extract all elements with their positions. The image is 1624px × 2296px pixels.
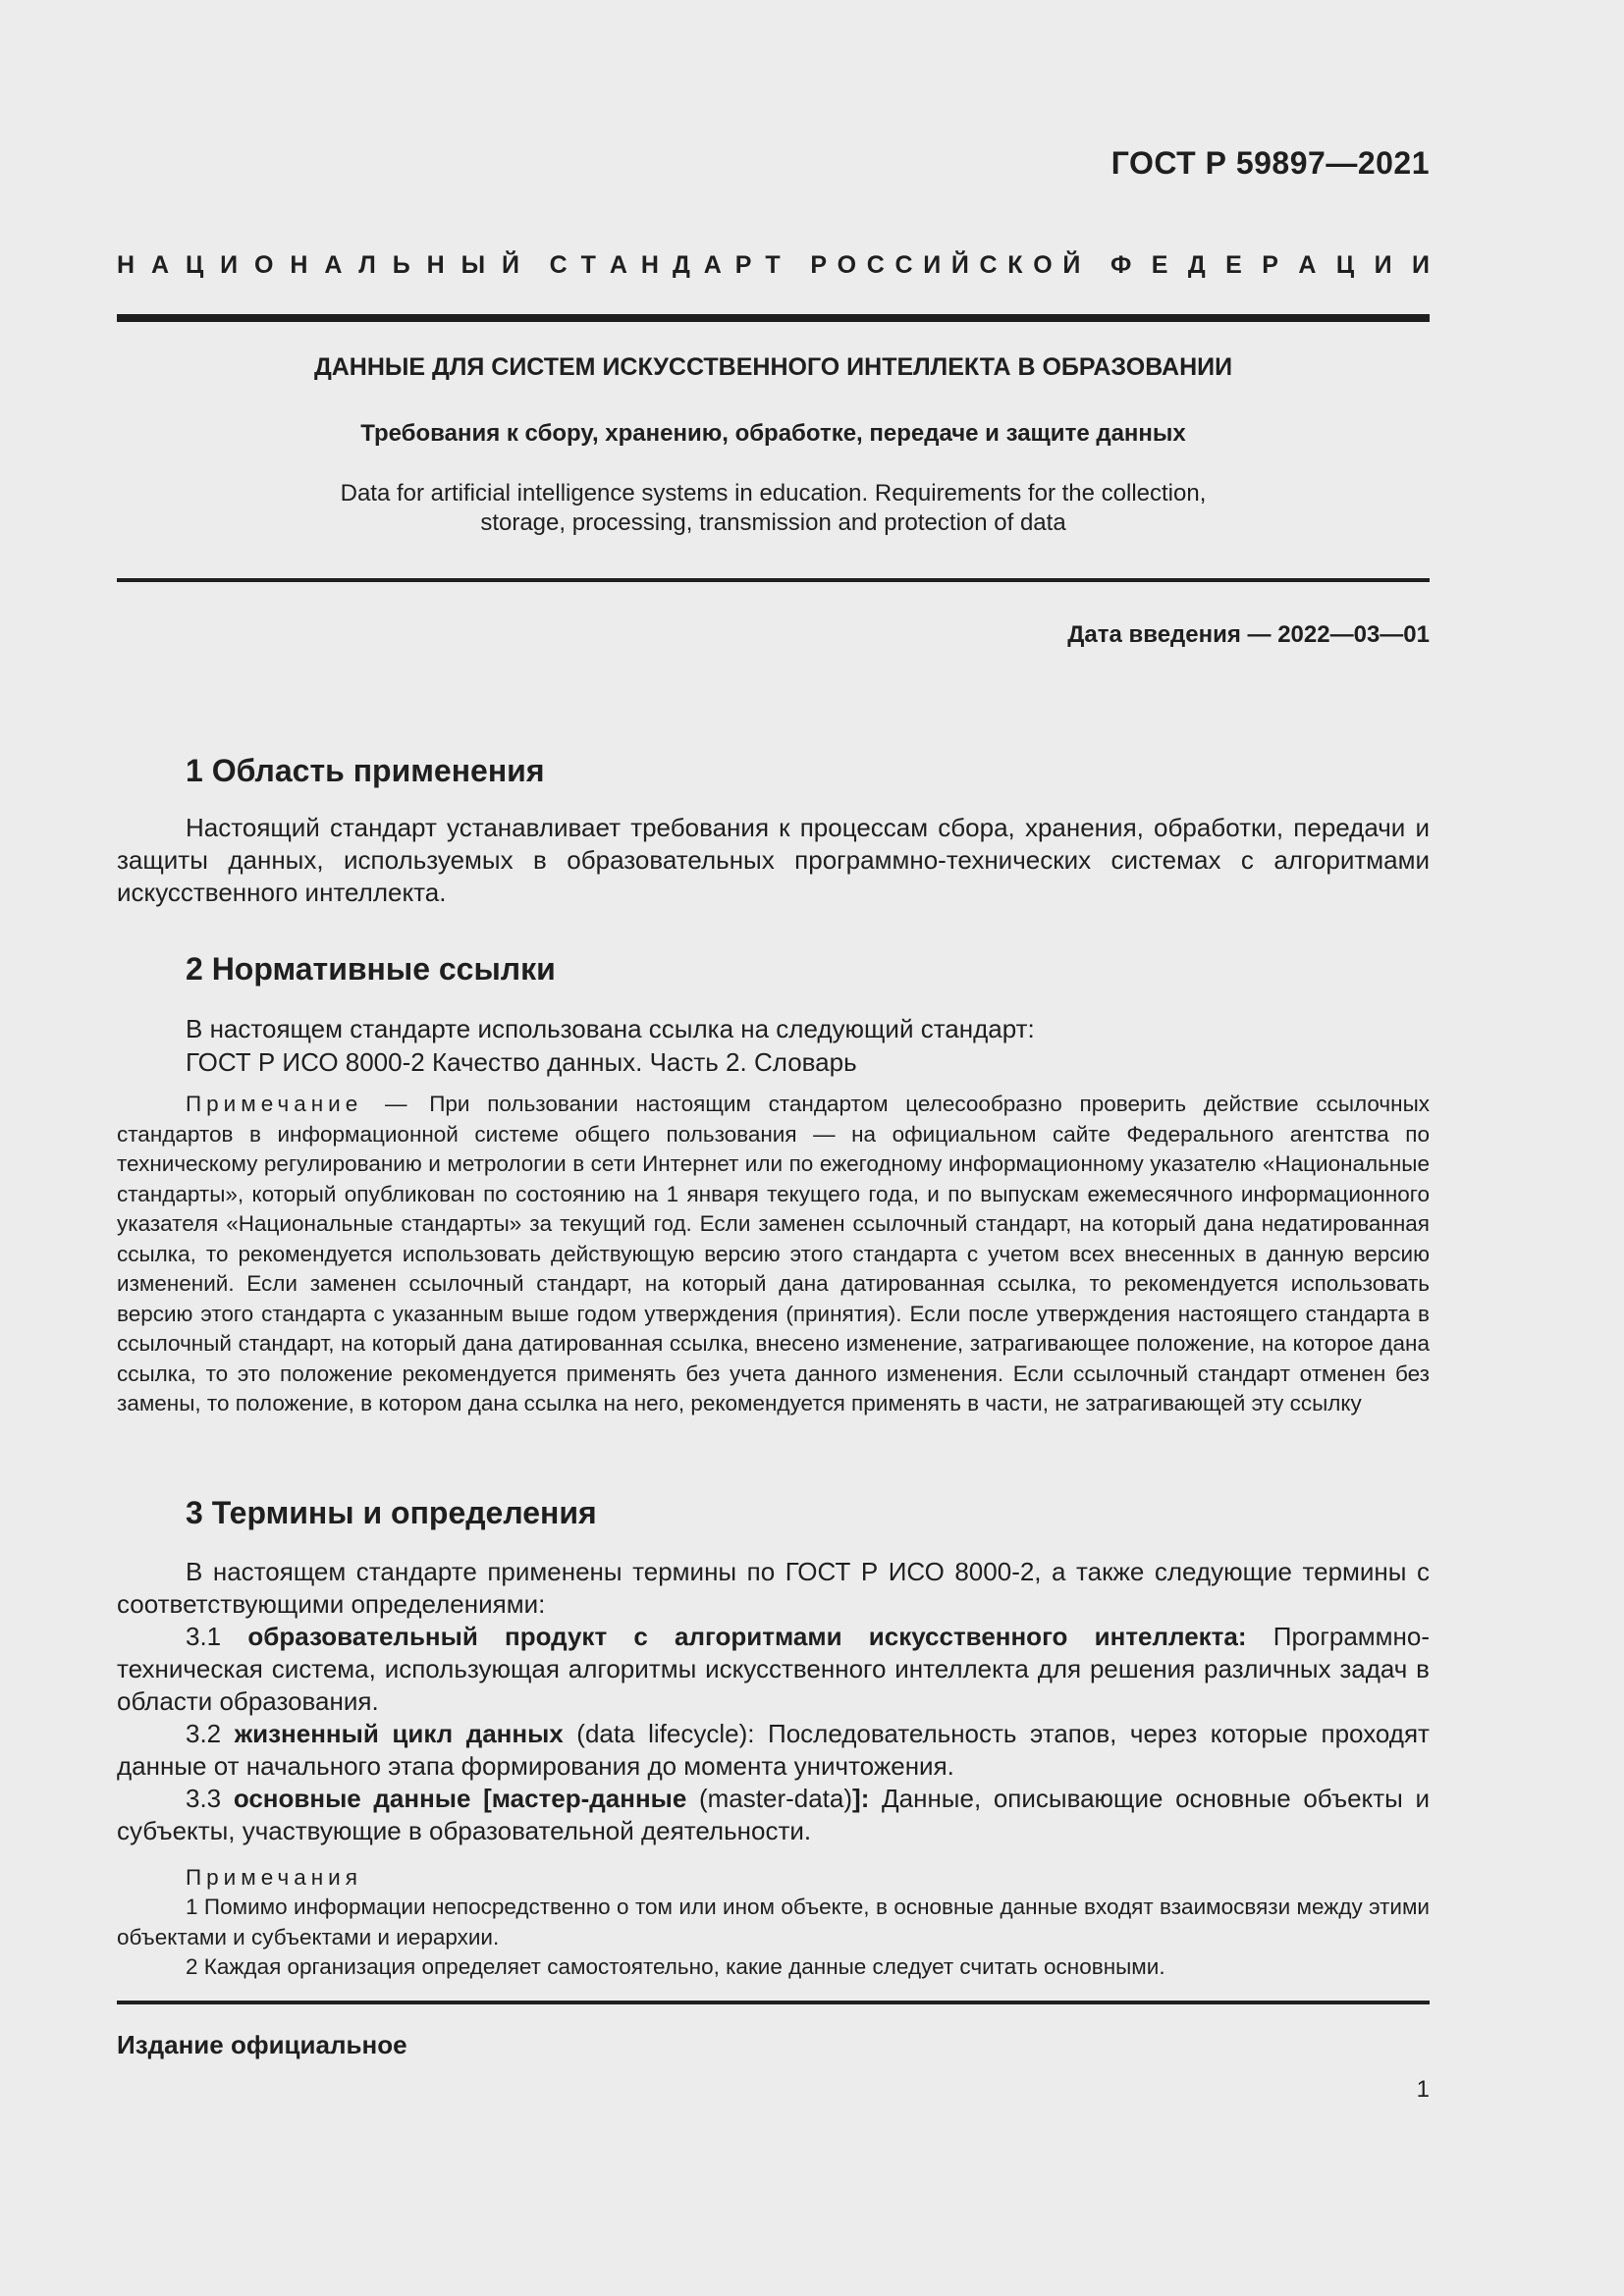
term-3-1-definition: Программно-техническая система, использующая алгоритмы искусственного интеллекта для решения различных задач в области образования. bbox=[117, 1622, 1431, 1716]
footer-rule bbox=[117, 2001, 1430, 2004]
english-title-line-1: Data for artificial intelligence systems in education. Requirements for the collection, bbox=[340, 480, 1207, 507]
term-3-2-english: (data lifecycle): bbox=[576, 1719, 755, 1748]
term-3-1: 3.1 образовательный продукт с алгоритмами искусственного интеллекта: Программно-техническая система, использующая алгоритмы искусственного интеллекта для решения различных задач в области образования. bbox=[117, 1622, 1431, 1716]
national-standard-header bbox=[117, 251, 1430, 280]
term-3-2-name: жизненный цикл данных bbox=[234, 1719, 564, 1748]
section-1-heading: 1 Область применения bbox=[186, 753, 545, 788]
note-1: 1 Помимо информации непосредственно о том или ином объекте, в основные данные входят взаимосвязи между этими объектами и субъектами и иерархии. bbox=[117, 1895, 1430, 1949]
section-3-heading: 3 Термины и определения bbox=[186, 1495, 597, 1530]
term-3-1-name: образовательный продукт с алгоритмами искусственного интеллекта: bbox=[247, 1622, 1247, 1651]
header-word-4: Ф Е Д Е Р А Ц И И bbox=[1110, 251, 1430, 279]
document-number: ГОСТ Р 59897—2021 bbox=[1110, 145, 1430, 181]
document-subtitle: Требования к сбору, хранению, обработке, передаче и защите данных bbox=[360, 420, 1186, 447]
note-2: 2 Каждая организация определяет самостоятельно, какие данные следует считать основными. bbox=[186, 1954, 1165, 1979]
note-text: При пользовании настоящим стандартом целесообразно проверить действие ссылочных стандартов в информационной системе общего пользования — на официальном сайте Федерального агентства по техническому регулированию и метрологии в сети Интернет или по ежегодному информационному указателю «Национальные стандарты», который опубликован по состоянию на 1 января текущего года, и по выпускам ежемесячного информационного указателя «Национальные стандарты» за текущий год. Если заменен ссылочный стандарт, на который дана недатированная ссылка, то рекомендуется использовать действующую версию этого стандарта с учетом всех внесенных в данную версию изменений. Если заменен ссылочный стандарт, на который дана датированная ссылка, то рекомендуется использовать версию этого стандарта с указанным выше годом утверждения (принятия). Если после утверждения настоящего стандарта в ссылочный стандарт, на который дана датированная ссылка, внесено изменение, затрагивающее положение, на которое дана ссылка, то это положение рекомендуется применять без учета данного изменения. Если ссылочный стандарт отменен без замены, то положение, в котором дана ссылка на него, рекомендуется применять в части, не затрагивающей эту ссылку bbox=[117, 1092, 1430, 1415]
note-label: Примечание — bbox=[186, 1092, 412, 1116]
title-rule bbox=[117, 578, 1430, 582]
term-3-3: 3.3 основные данные [мастер-данные (master-data)]: Данные, описывающие основные объекты и субъекты, участвующие в образовательной деятельности. bbox=[117, 1784, 1430, 1845]
page-number: 1 bbox=[1416, 2076, 1430, 2103]
term-3-3-name: основные данные [мастер-данные bbox=[233, 1784, 687, 1813]
official-edition-label: Издание официальное bbox=[117, 2030, 407, 2059]
term-3-3-definition: Данные, описывающие основные объекты и субъекты, участвующие в образовательной деятельности. bbox=[117, 1784, 1430, 1845]
header-word-3: Р О С С И Й С К О Й bbox=[810, 251, 1081, 279]
term-3-3-english: (master-data) bbox=[698, 1784, 853, 1813]
english-title-line-2: storage, processing, transmission and protection of data bbox=[480, 509, 1066, 536]
reference-gost-iso-8000-2: ГОСТ Р ИСО 8000-2 Качество данных. Часть 2. Словарь bbox=[186, 1047, 857, 1077]
term-3-2-definition: Последовательность этапов, через которые проходят данные от начального этапа формирования до момента уничтожения. bbox=[117, 1719, 1430, 1781]
section-1-text: Настоящий стандарт устанавливает требования к процессам сбора, хранения, обработки, передачи и защиты данных, используемых в образовательных программно-технических системах с алгоритмами искусственного интеллекта. bbox=[117, 813, 1430, 907]
top-rule bbox=[117, 314, 1430, 322]
notes-label: Примечания bbox=[186, 1865, 362, 1890]
english-title bbox=[117, 479, 1430, 538]
section-2-note bbox=[117, 1090, 1430, 1419]
header-word-1: Н А Ц И О Н А Л Ь Н Ы Й bbox=[117, 251, 519, 279]
section-2-heading: 2 Нормативные ссылки bbox=[186, 951, 556, 987]
header-word-2: С Т А Н Д А Р Т bbox=[549, 251, 781, 279]
section-3-intro: В настоящем стандарте применены термины по ГОСТ Р ИСО 8000-2, а также следующие термины с соответствующими определениями: bbox=[117, 1557, 1430, 1619]
term-3-2: 3.2 жизненный цикл данных (data lifecycle): Последовательность этапов, через которые проходят данные от начального этапа формирования до момента уничтожения. bbox=[117, 1719, 1430, 1781]
introduction-date: Дата введения — 2022—03—01 bbox=[1067, 621, 1430, 648]
section-2-intro: В настоящем стандарте использована ссылка на следующий стандарт: bbox=[186, 1014, 1035, 1043]
document-title: ДАННЫЕ ДЛЯ СИСТЕМ ИСКУССТВЕННОГО ИНТЕЛЛЕКТА В ОБРАЗОВАНИИ bbox=[313, 353, 1233, 381]
